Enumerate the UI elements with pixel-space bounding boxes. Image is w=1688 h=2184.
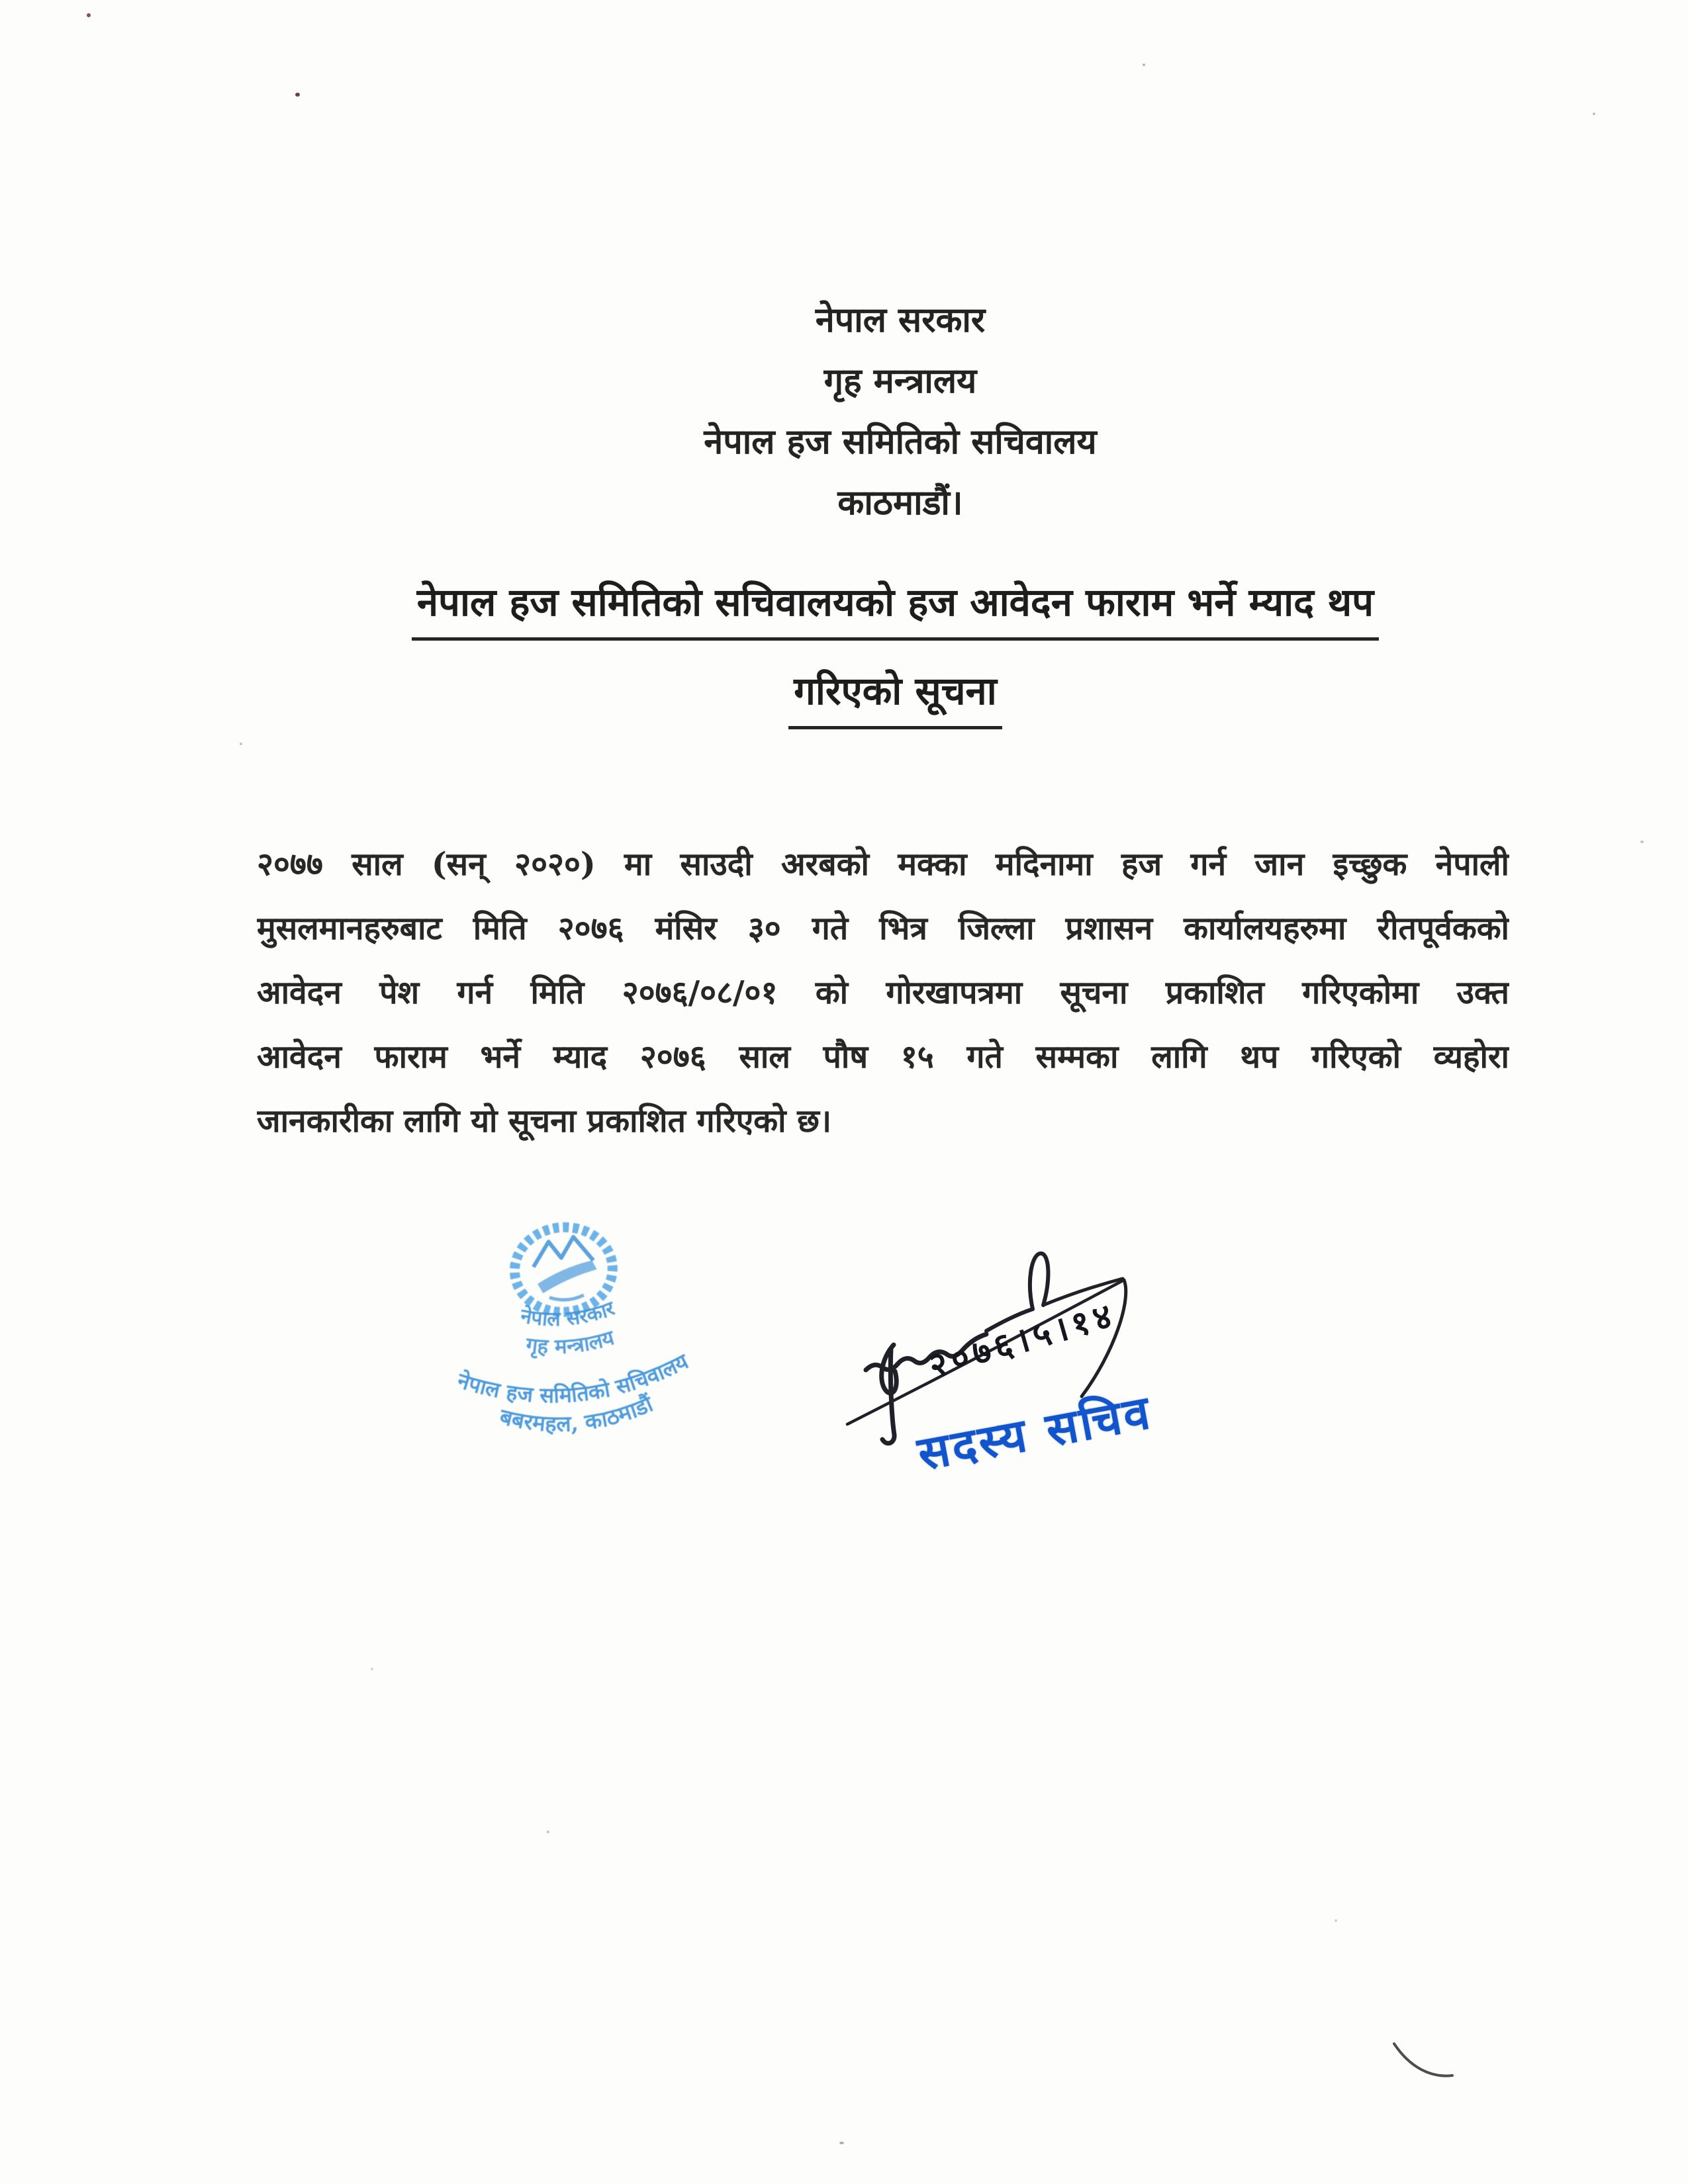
designation-stamp: सदस्य सचिव	[914, 1385, 1156, 1482]
scan-speckle	[371, 1668, 373, 1670]
letterhead	[113, 290, 1688, 533]
letterhead-government: नेपाल सरकार	[815, 300, 986, 340]
stamp-arc-text-2: गृह मन्त्रालय	[524, 1326, 617, 1359]
body-line: मुसलमानहरुबाट मिति २०७६ मंसिर ३० गते भित्र जिल्ला प्रशासन कार्यालयहरुमा रीतपूर्वकको	[257, 910, 1509, 947]
scan-speckle	[839, 2142, 844, 2144]
scan-speckle	[240, 743, 242, 745]
body-line: २०७७ साल (सन् २०२०) मा साउदी अरबको मक्का मदिनामा हज गर्न जान इच्छुक नेपाली	[257, 846, 1509, 883]
body-line: जानकारीका लागि यो सूचना प्रकाशित गरिएको छ।	[257, 1103, 832, 1140]
stamp-arc-text-4: बबरमहल, काठमाडौं	[497, 1390, 657, 1437]
official-round-stamp	[417, 1197, 728, 1455]
scan-speckle	[1143, 64, 1145, 66]
body-line: आवेदन पेश गर्न मिति २०७६/०८/०१ को गोरखापत्रमा सूचना प्रकाशित गरिएकोमा उक्त	[257, 974, 1509, 1011]
notice-title-line-1: नेपाल हज समितिको सचिवालयको हज आवेदन फाराम भर्ने म्याद थप	[412, 574, 1379, 641]
signature-date: २०७६।५।१४	[924, 1295, 1121, 1387]
notice-body-paragraph	[257, 833, 1509, 1154]
notice-title	[103, 574, 1688, 729]
scan-speckle	[1640, 841, 1644, 843]
scan-speckle	[295, 93, 300, 97]
letterhead-office: नेपाल हज समितिको सचिवालय	[704, 422, 1097, 462]
letterhead-ministry: गृह मन्त्रालय	[823, 361, 977, 401]
notice-title-line-2: गरिएको सूचना	[788, 663, 1002, 729]
svg-text:गृह मन्त्रालय	[522, 1325, 618, 1362]
stamp-arc-text-3: नेपाल हज समितिको सचिवालय	[454, 1348, 692, 1408]
scan-speckle	[547, 1831, 549, 1833]
stamp-arc-text-1: नेपाल सरकार	[518, 1297, 618, 1332]
scan-speckle	[1335, 1919, 1337, 1922]
svg-text:नेपाल हज समितिको सचिवालय	[452, 1347, 696, 1418]
scan-speckle	[1593, 113, 1595, 115]
letterhead-city: काठमाडौं।	[837, 482, 963, 523]
pen-mark	[1383, 2037, 1463, 2090]
nepal-coat-of-arms-icon	[440, 1217, 698, 1447]
scan-speckle	[87, 13, 91, 17]
body-line: आवेदन फाराम भर्ने म्याद २०७६ साल पौष १५ गते सम्मका लागि थप गरिएको व्यहोरा	[257, 1038, 1509, 1075]
